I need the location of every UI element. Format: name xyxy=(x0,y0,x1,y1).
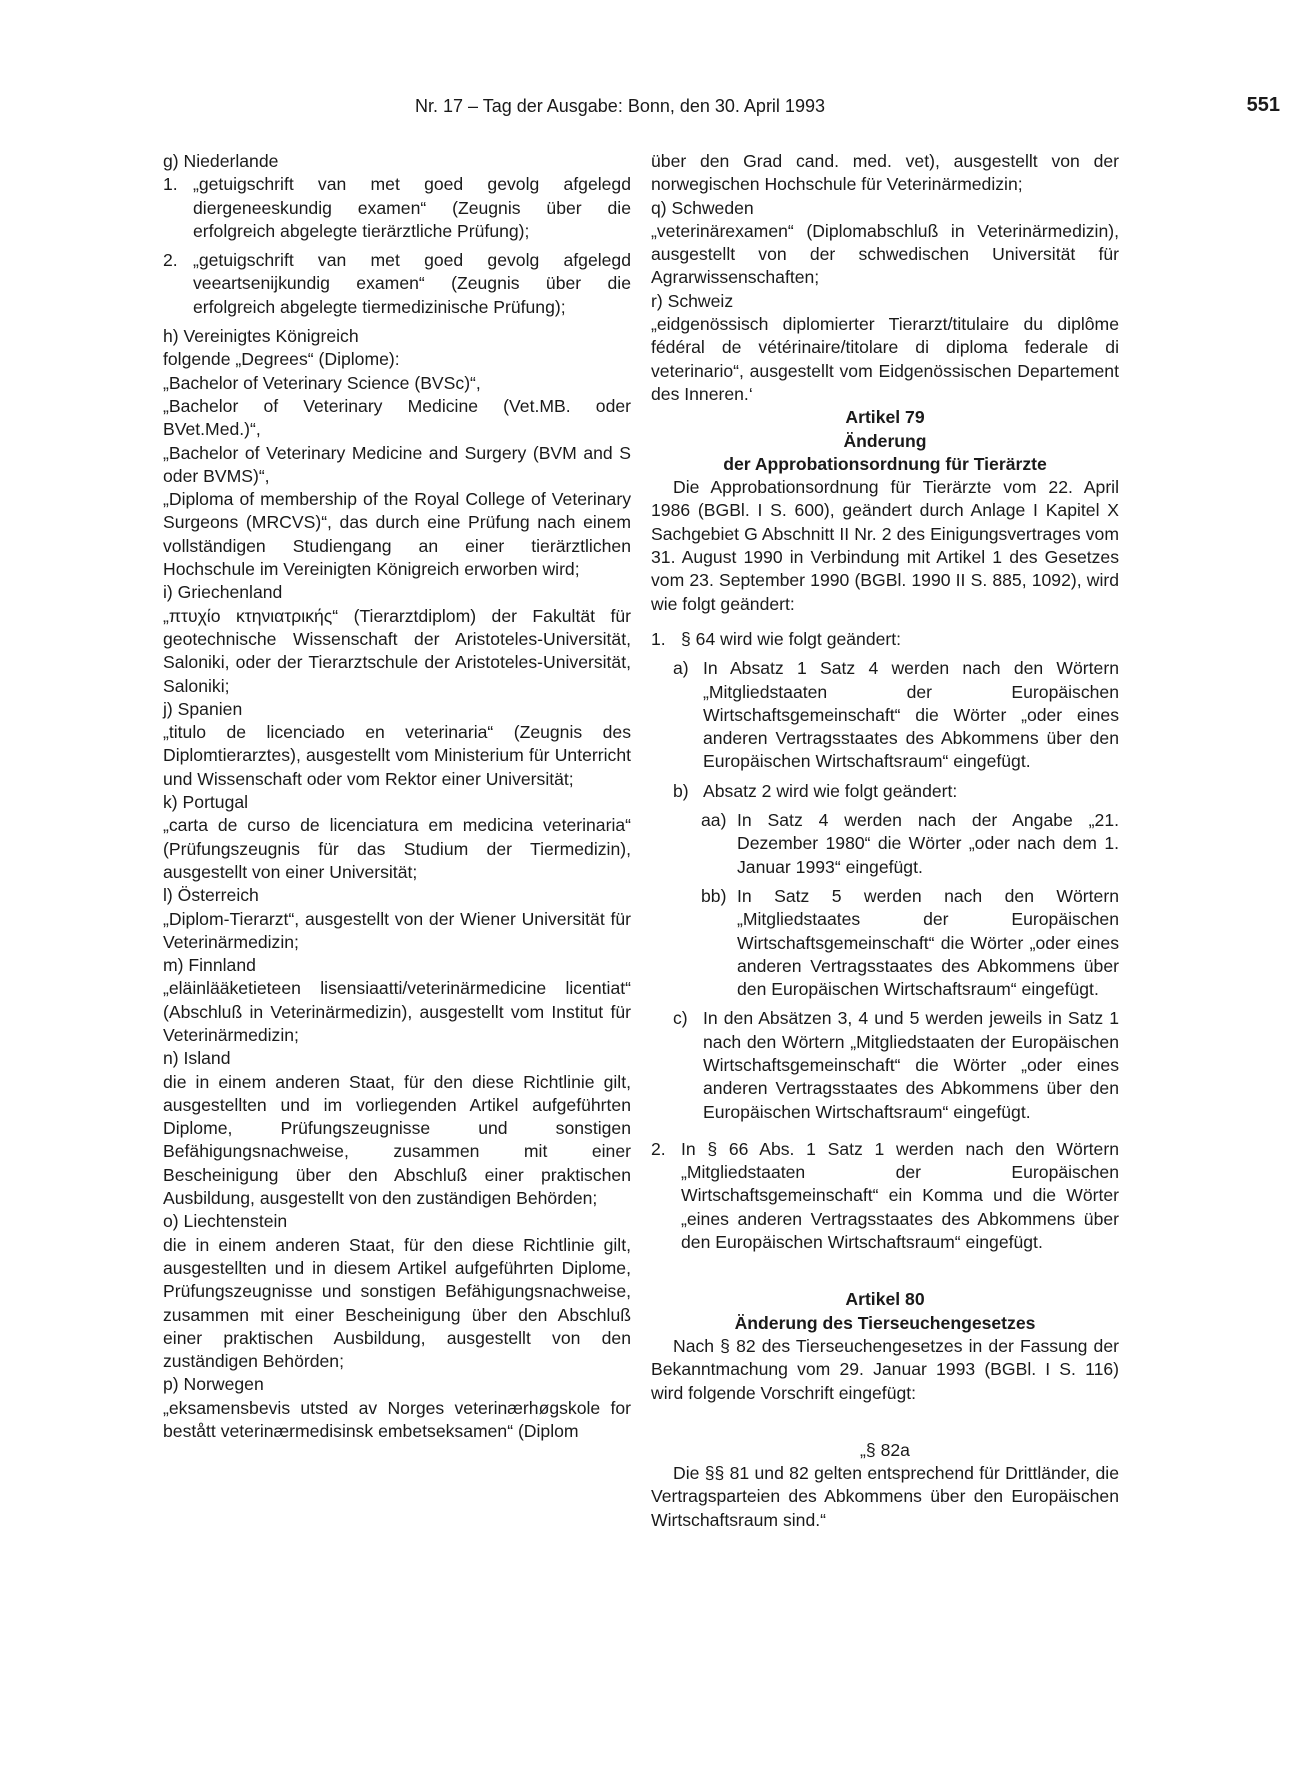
paragraph: „Bachelor of Veterinary Medicine (Vet.MB. oder BVet.Med.)“, xyxy=(163,395,631,440)
list-item-label: c) xyxy=(673,1008,688,1029)
list-item-text: In den Absätzen 3, 4 und 5 werden jeweils in Satz 1 nach den Wörtern „Mitgliedstaaten der Europäischen Wirtschaftsgemeinschaft“ die Wörter „oder eines anderen Vertragsstaates des Abkommens über den Europäischen Wirtschaftsraum“ eingefügt. xyxy=(703,1008,1119,1122)
section-heading-m: m) Finnland xyxy=(163,955,256,976)
paragraph: „Diploma of membership of the Royal College of Veterinary Surgeons (MRCVS)“, das durch eine Prüfung nach einem vollständigen Studiengang an einer tierärztlichen Hochschule im Vereinigten Königreich erworben wird; xyxy=(163,489,631,580)
list-item-label: 1. xyxy=(651,628,666,649)
list-item-text: Absatz 2 wird wie folgt geändert: xyxy=(703,780,958,801)
section-heading-p: p) Norwegen xyxy=(163,1374,264,1395)
paragraph: „eläinlääketieteen lisensiaatti/veterinärmedicine licentiat“ (Abschluß in Veterinärmedizin), ausgestellt vom Institut für Veterinärmedizin; xyxy=(163,978,631,1045)
article-79-intro: Die Approbationsordnung für Tierärzte vom 22. April 1986 (BGBl. I S. 600), geändert durch Anlage I Kapitel X Sachgebiet G Abschnitt II Nr. 2 des Einigungsvertrages vom 31. August 1990 in Verbindung mit Artikel 1 des Gesetzes vom 23. September 1990 (BGBl. 1990 II S. 885, 1092), wird wie folgt geändert: xyxy=(651,477,1119,614)
list-item-label: a) xyxy=(673,658,689,679)
paragraph: „Diplom-Tierarzt“, ausgestellt von der Wiener Universität für Veterinärmedizin; xyxy=(163,908,631,952)
list-item-text: „getuigschrift van met goed gevolg afgelegd veeartsenijkundig examen“ (Zeugnis über die erfolgreich abgelegte tiermedizinische Prüfung); xyxy=(193,250,631,317)
list-item-label: 2. xyxy=(651,1138,666,1159)
section-heading-g: g) Niederlande xyxy=(163,151,279,171)
list-item xyxy=(163,249,631,319)
list-item xyxy=(651,1138,1119,1254)
running-head: Nr. 17 – Tag der Ausgabe: Bonn, den 30. April 1993 xyxy=(415,96,825,116)
list-item xyxy=(673,780,1119,803)
list-item xyxy=(651,628,1119,651)
article-79-title: Artikel 79 xyxy=(845,407,925,428)
section-heading-l: l) Österreich xyxy=(163,885,259,906)
list-item-label: bb) xyxy=(701,885,727,906)
list-item-label: b) xyxy=(673,780,689,801)
section-heading-n: n) Island xyxy=(163,1048,231,1069)
section-heading-k: k) Portugal xyxy=(163,792,249,813)
paragraph: die in einem anderen Staat, für den diese Richtlinie gilt, ausgestellten und im vorliegenden Artikel aufgeführten Diplome, Prüfungszeugnisse und sonstigen Befähigungsnachweise, zusammen mit einer Bescheinigung über den Abschluß einer praktischen Ausbildung, ausgestellt von den zuständigen Behörden; xyxy=(163,1071,631,1209)
section-heading-r: r) Schweiz xyxy=(651,290,734,311)
list-item-label: 1. xyxy=(163,174,178,195)
list-item-text: In Absatz 1 Satz 4 werden nach den Wörtern „Mitgliedstaaten der Europäischen Wirtschaftsgemeinschaft“ die Wörter „oder eines anderen Vertragsstaates des Abkommens über den Europäischen Wirtschaftsraum“ eingefügt. xyxy=(703,658,1119,772)
list-item-text: § 64 wird wie folgt geändert: xyxy=(681,628,902,649)
list-item xyxy=(673,1007,1119,1123)
page-header xyxy=(160,96,1280,126)
article-79-subtitle: Änderung xyxy=(843,430,927,451)
list-item-text: „getuigschrift van met goed gevolg afgelegd diergeneeskundig examen“ (Zeugnis über die erfolgreich abgelegte tierärztliche Prüfung); xyxy=(193,174,631,241)
list-item-text: In § 66 Abs. 1 Satz 1 werden nach den Wörtern „Mitgliedstaaten der Europäischen Wirtschaftsgemeinschaft“ ein Komma und die Wörter „eines anderen Vertragsstaates des Abkommens über den Europäischen Wirtschaftsraum“ eingefügt. xyxy=(681,1138,1119,1253)
paragraph: folgende „Degrees“ (Diplome): xyxy=(163,349,400,370)
list-item xyxy=(701,809,1119,879)
list-item-label: 2. xyxy=(163,250,178,271)
list-item-text: In Satz 4 werden nach der Angabe „21. Dezember 1980“ die Wörter „oder nach dem 1. Januar 1993“ eingefügt. xyxy=(737,810,1119,877)
section-82a-text: Die §§ 81 und 82 gelten entsprechend für Drittländer, die Vertragsparteien des Abkommens über den Europäischen Wirtschaftsraum sind.“ xyxy=(651,1463,1119,1530)
paragraph: „veterinärexamen“ (Diplomabschluß in Veterinärmedizin), ausgestellt von der schwedischen Universität für Agrarwissenschaften; xyxy=(651,220,1119,288)
paragraph: „Bachelor of Veterinary Medicine and Surgery (BVM and S oder BVMS)“, xyxy=(163,442,631,486)
paragraph: die in einem anderen Staat, für den diese Richtlinie gilt, ausgestellten und in diesem Artikel aufgeführten Diplome, Prüfungszeugnisse und sonstigen Befähigungsnachweise, zusammen mit einer Bescheinigung über den Abschluß einer praktischen Ausbildung, ausgestellt von den zuständigen Behörden; xyxy=(163,1234,631,1372)
list-item-text: In Satz 5 werden nach den Wörtern „Mitgliedstaates der Europäischen Wirtschaftsgemeinschaft“ die Wörter „oder eines anderen Vertragsstaates des Abkommens über den Europäischen Wirtschaftsraum“ eingefügt. xyxy=(737,885,1119,1000)
paragraph: „eksamensbevis utsted av Norges veterinærhøgskole for bestått veterinærmedisinsk embetseksamen“ (Diplom xyxy=(163,1397,631,1442)
section-heading-q: q) Schweden xyxy=(651,197,754,218)
section-heading-h: h) Vereinigtes Königreich xyxy=(163,326,359,347)
list-item xyxy=(163,173,631,243)
list-item xyxy=(701,885,1119,1001)
section-heading-i: i) Griechenland xyxy=(163,582,283,603)
paragraph: „carta de curso de licenciatura em medicina veterinaria“ (Prüfungszeugnis für das Studium der Tiermedizin), ausgestellt von einer Universität; xyxy=(163,815,631,882)
paragraph: über den Grad cand. med. vet), ausgestellt von der norwegischen Hochschule für Veterinärmedizin; xyxy=(651,151,1119,195)
left-column xyxy=(163,150,631,1443)
paragraph: „Bachelor of Veterinary Science (BVSc)“, xyxy=(163,372,481,393)
article-80-subtitle: Änderung des Tierseuchengesetzes xyxy=(734,1312,1036,1333)
article-80-intro: Nach § 82 des Tierseuchengesetzes in der Fassung der Bekanntmachung vom 29. Januar 1993 (BGBl. I S. 116) wird folgende Vorschrift eingefügt: xyxy=(651,1335,1119,1403)
right-column xyxy=(651,150,1119,1532)
paragraph: „πτυχίο κτηνιατρικής“ (Tierarztdiplom) der Fakultät für geotechnische Wissenschaft der Aristoteles-Universität, Saloniki, oder der Tierarztschule der Aristoteles-Universität, Saloniki; xyxy=(163,605,631,696)
page-number: 551 xyxy=(1246,94,1280,116)
article-79-subtitle: der Approbationsordnung für Tierärzte xyxy=(723,453,1047,474)
section-heading-j: j) Spanien xyxy=(163,698,243,719)
paragraph: „eidgenössisch diplomierter Tierarzt/titulaire du diplôme fédéral de vétérinaire/titolare di diploma federale di veterinario“, ausgestellt vom Eidgenössischen Departement des Inneren.‘ xyxy=(651,314,1119,404)
section-heading-o: o) Liechtenstein xyxy=(163,1211,288,1232)
paragraph: „titulo de licenciado en veterinaria“ (Zeugnis des Diplomtierarztes), ausgestellt vom Ministerium für Unterricht und Wissenschaft oder vom Rektor einer Universität; xyxy=(163,722,631,789)
section-82a-heading: „§ 82a xyxy=(860,1439,910,1460)
article-80-title: Artikel 80 xyxy=(845,1289,925,1310)
list-item-label: aa) xyxy=(701,810,727,831)
list-item xyxy=(673,657,1119,773)
